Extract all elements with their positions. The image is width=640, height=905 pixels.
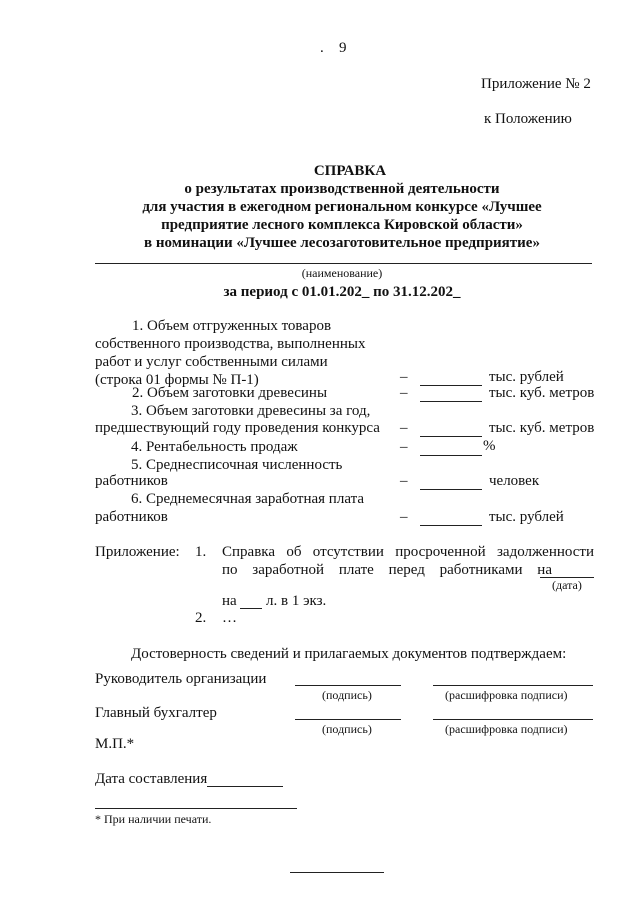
head-decode-field[interactable] [433,685,593,686]
item-6-unit: тыс. рублей [489,509,564,525]
title-line-1: о результатах производственной деятельности [184,181,500,197]
item-2-unit: тыс. куб. метров [489,385,595,401]
item-5-dash: – [400,473,408,489]
attachment-1-number: 1. [195,544,207,560]
date-label: Дата составления [95,771,208,787]
title-line-2: для участия в ежегодном региональном конкурсе «Лучшее [142,199,542,215]
accountant-label: Главный бухгалтер [95,705,217,721]
item-1-line-1: 1. Объем отгруженных товаров [132,318,332,334]
item-4-value-field[interactable] [420,455,482,456]
item-4-dash: – [400,439,408,455]
head-signature-field[interactable] [295,685,401,686]
accountant-signature-field[interactable] [295,719,401,720]
title-line-4: в номинации «Лучшее лесозаготовительное предприятие» [144,235,540,251]
report-period: за период с 01.01.202_ по 31.12.202_ [223,284,461,300]
attachment-1-line-2: по заработной плате перед работниками на [222,562,552,578]
stamp-label: М.П.* [95,736,135,752]
title-line-3: предприятие лесного комплекса Кировской области» [161,217,523,233]
date-compiled-field[interactable] [207,786,283,787]
item-5-line-1: 5. Среднесписочная численность [131,457,343,473]
confirmation-text: Достоверность сведений и прилагаемых документов подтверждаем: [131,646,567,662]
attachment-1-sheets-prefix: на [222,593,237,609]
doc-title: СПРАВКА [313,163,387,179]
head-decode-caption: (расшифровка подписи) [445,688,568,702]
item-2-line-1: 2. Объем заготовки древесины [132,385,328,401]
name-caption: (наименование) [301,266,383,280]
item-6-line-1: 6. Среднемесячная заработная плата [131,491,364,507]
head-label: Руководитель организации [95,671,267,687]
item-3-dash: – [400,420,408,436]
item-1-dash: – [400,369,408,385]
accountant-decode-field[interactable] [433,719,593,720]
item-3-line-1: 3. Объем заготовки древесины за год, [131,403,371,419]
attachment-label: Приложение: [95,544,180,560]
item-3-unit: тыс. куб. метров [489,420,595,436]
item-5-line-2: работников [95,473,168,489]
page-dot: . [320,40,324,56]
attachment-sheets-field[interactable] [240,608,262,609]
date-caption: (дата) [552,578,582,592]
item-2-dash: – [400,385,408,401]
attachment-1-sheets-suffix: л. в 1 экз. [266,593,327,609]
bottom-line [290,872,384,873]
annex-number: Приложение № 2 [481,76,591,92]
accountant-decode-caption: (расшифровка подписи) [445,722,568,736]
item-3-line-2: предшествующий году проведения конкурса [95,420,380,436]
item-4-line-1: 4. Рентабельность продаж [131,439,298,455]
item-6-value-field[interactable] [420,525,482,526]
item-6-line-2: работников [95,509,168,525]
item-1-line-3: работ и услуг собственными силами [95,354,328,370]
item-1-unit: тыс. рублей [489,369,564,385]
item-5-unit: человек [489,473,540,489]
item-6-dash: – [400,509,408,525]
attachment-1-line-1: Справка об отсутствии просроченной задолженности [222,544,594,560]
accountant-signature-caption: (подпись) [322,722,372,736]
item-3-value-field[interactable] [420,436,482,437]
page-number: 9 [339,40,347,56]
item-1-value-field[interactable] [420,385,482,386]
attachment-2-number: 2. [195,610,207,626]
item-2-value-field[interactable] [420,401,482,402]
item-1-line-2: собственного производства, выполненных [95,336,366,352]
attachment-2-text: … [222,610,237,626]
footnote: * При наличии печати. [95,812,212,826]
item-5-value-field[interactable] [420,489,482,490]
item-4-unit: % [483,438,496,454]
organization-name-line [95,263,592,264]
footnote-separator [95,808,297,809]
head-signature-caption: (подпись) [322,688,372,702]
annex-regulation: к Положению [484,111,572,127]
item-1-line-4: (строка 01 формы № П-1) [95,372,259,388]
